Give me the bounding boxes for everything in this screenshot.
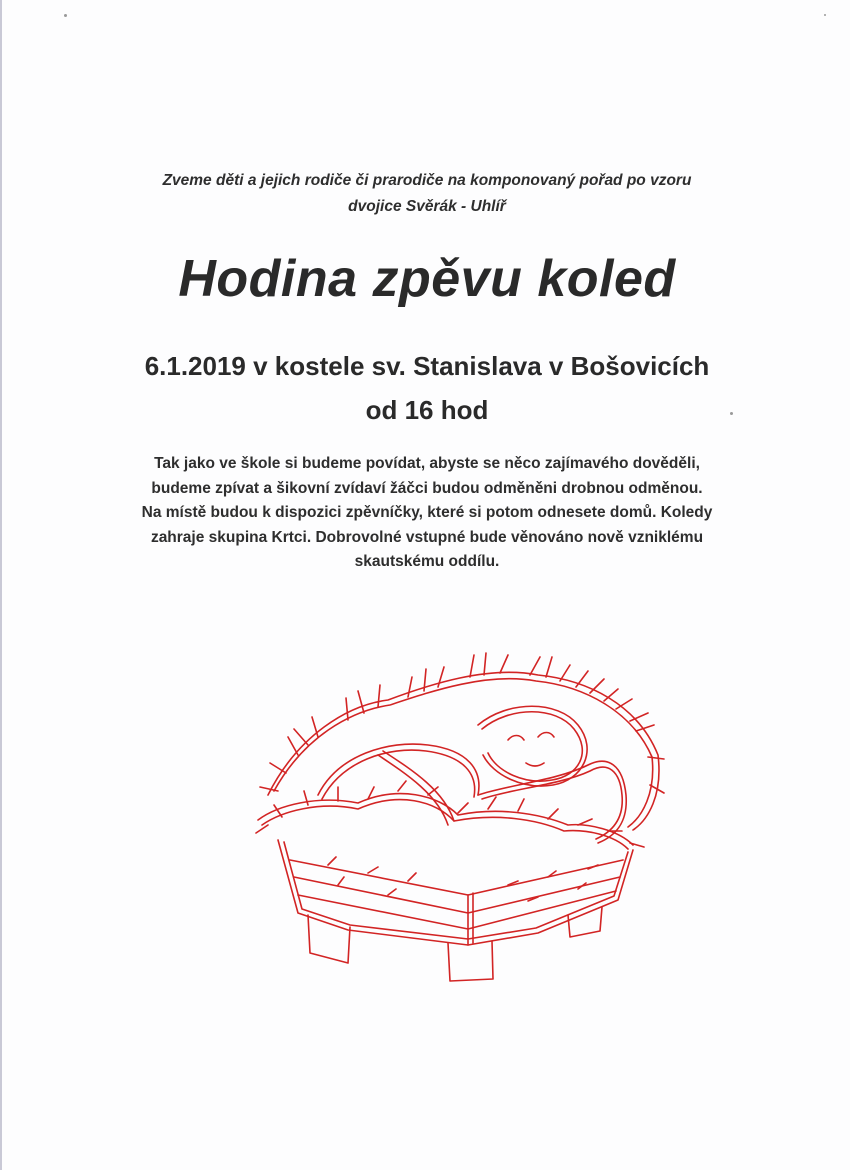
scan-speck — [64, 14, 67, 17]
scan-speck — [730, 412, 733, 415]
event-title: Hodina zpěvu koled — [178, 250, 676, 308]
event-date-place — [42, 344, 812, 432]
date-place-line: 6.1.2019 v kostele sv. Stanislava v Bošovicích — [144, 351, 710, 381]
description-line: Na místě budou k dispozici zpěvníčky, které si potom odnesete domů. Koledy — [141, 504, 713, 521]
description-line: zahraje skupina Krtci. Dobrovolné vstupné bude věnováno nově vzniklému — [150, 528, 704, 546]
event-description — [102, 452, 752, 575]
description-line: Tak jako ve škole si budeme povídat, abyste se něco zajímavého dověděli, — [154, 455, 700, 472]
manger-with-baby-icon — [238, 645, 668, 985]
intro-line: Zveme děti a jejich rodiče či prarodiče na komponovaný pořad po vzoru — [162, 172, 692, 189]
intro-line: dvojice Svěrák - Uhlíř — [348, 198, 506, 215]
scan-speck — [824, 14, 826, 16]
description-line: budeme zpívat a šikovní zvídaví žáčci budou odměněni drobnou odměnou. — [151, 479, 703, 497]
description-line: skautskému oddílu. — [354, 553, 500, 570]
invitation-intro — [62, 168, 792, 220]
time-line: od 16 hod — [365, 395, 489, 425]
